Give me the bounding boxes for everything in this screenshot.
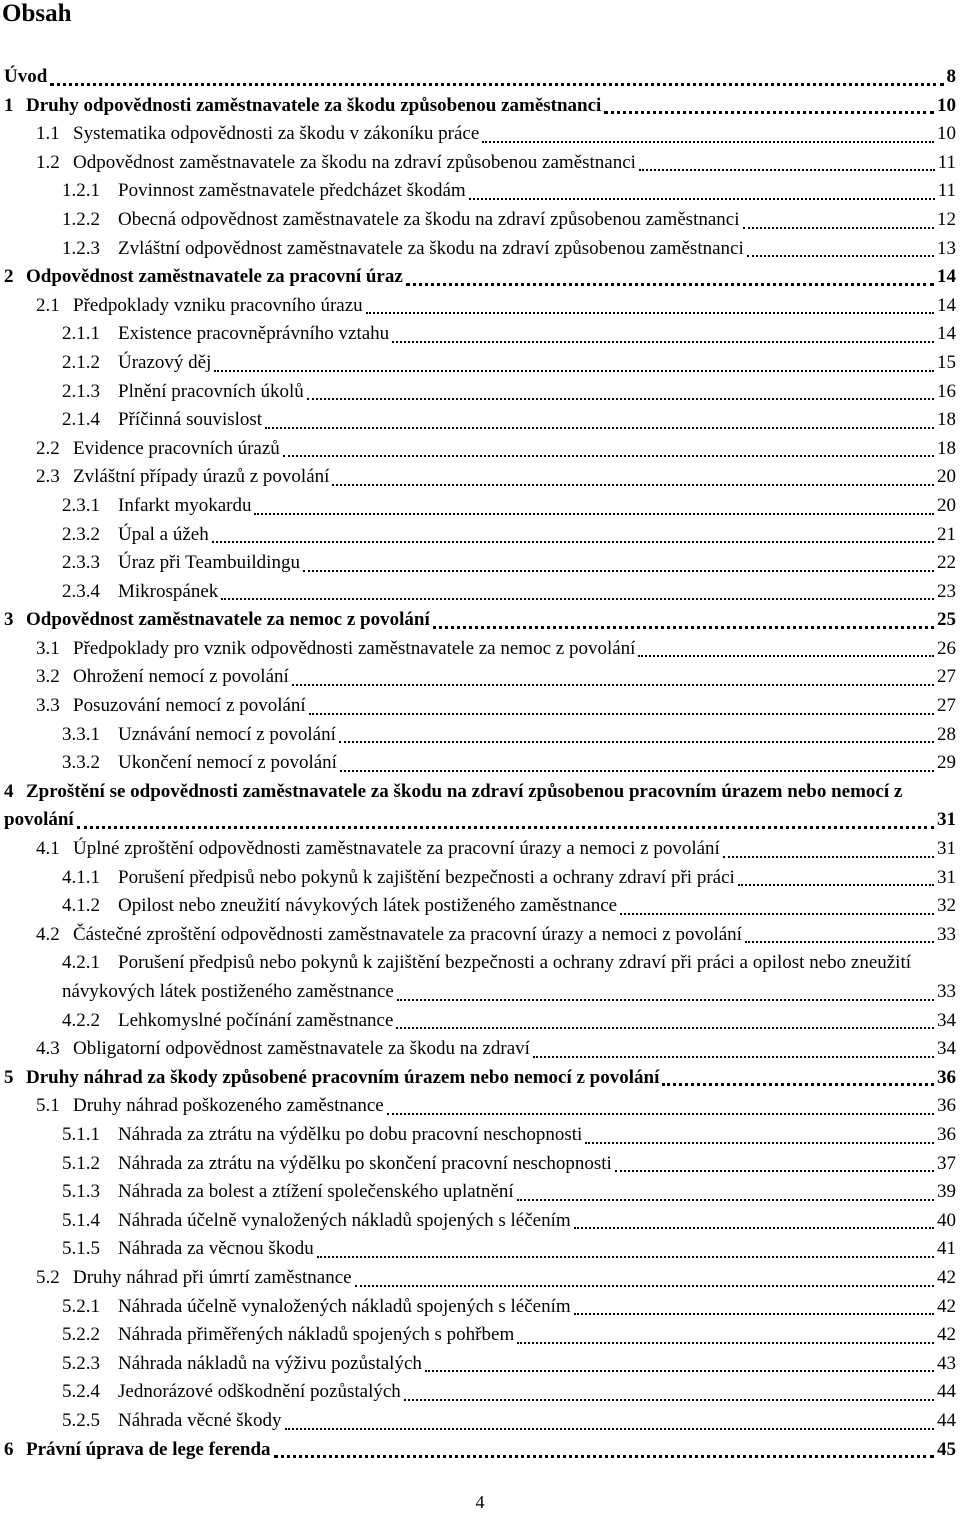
toc-entry[interactable]: [0, 835, 960, 864]
toc-dot-leader: [274, 1455, 934, 1458]
toc-entry-title: Zvláštní odpovědnost zaměstnavatele za škodu na zdraví způsobenou zaměstnanci: [118, 237, 744, 259]
toc-entry-number: 6: [4, 1438, 14, 1460]
toc-entry-number: 1.2.2: [62, 208, 100, 230]
toc-entry-title: Předpoklady vzniku pracovního úrazu: [73, 294, 363, 316]
toc-entry-title: Obligatorní odpovědnost zaměstnavatele za škodu na zdraví: [73, 1038, 530, 1060]
toc-entry-page: 29: [936, 749, 956, 778]
toc-entry-page: 20: [936, 492, 956, 521]
toc-entry-title: Existence pracovněprávního vztahu: [118, 323, 390, 345]
toc-entry-page: 36: [936, 1092, 956, 1121]
toc-dot-leader: [254, 513, 934, 515]
toc-entry[interactable]: [0, 778, 960, 835]
toc-entry-number: 2.1.3: [62, 380, 100, 402]
toc-entry-title: Náhrada přiměřených nákladů spojených s pohřbem: [118, 1324, 515, 1346]
toc-entry-page: 22: [936, 549, 956, 578]
toc-dot-leader: [406, 283, 934, 286]
toc-entry-page: 27: [936, 663, 956, 692]
toc-entry[interactable]: [0, 177, 960, 206]
toc-entry[interactable]: [0, 749, 960, 778]
toc-dot-leader: [469, 198, 935, 200]
toc-dot-leader: [332, 484, 934, 486]
toc-entry[interactable]: [0, 892, 960, 921]
toc-entry[interactable]: [0, 1321, 960, 1350]
toc-dot-leader: [317, 1256, 934, 1258]
toc-dot-leader: [285, 1428, 934, 1430]
toc-entry-page: 14: [936, 263, 956, 292]
toc-entry-page: 10: [936, 92, 956, 121]
toc-dot-leader: [425, 1370, 934, 1372]
toc-entry-number: 5.2.4: [62, 1381, 100, 1403]
toc-entry[interactable]: [0, 1293, 960, 1322]
toc-dot-leader: [662, 1083, 934, 1086]
toc-entry-number: 4: [4, 780, 14, 802]
toc-dot-leader: [743, 227, 935, 229]
toc-entry-title: Evidence pracovních úrazů: [73, 437, 280, 459]
toc-entry-number: 2.3.3: [62, 552, 100, 574]
toc-entry-number: 5.2.5: [62, 1409, 100, 1431]
toc-entry-title: Náhrada za věcnou škodu: [118, 1238, 314, 1260]
toc-dot-leader: [574, 1313, 934, 1315]
toc-dot-leader: [292, 684, 934, 686]
toc-entry-title: Obecná odpovědnost zaměstnavatele za škodu na zdraví způsobenou zaměstnanci: [118, 208, 740, 230]
toc-entry-number: 3.3.1: [62, 723, 100, 745]
toc-entry[interactable]: [0, 921, 960, 950]
toc-dot-leader: [309, 713, 934, 715]
toc-entry-number: 5.1.1: [62, 1123, 100, 1145]
toc-dot-leader: [397, 999, 934, 1001]
toc-entry-number: 5.2.3: [62, 1352, 100, 1374]
toc-entry-number: 3.3: [36, 695, 60, 717]
toc-entry-number: 4.3: [36, 1038, 60, 1060]
toc-entry-number: 4.2: [36, 923, 60, 945]
toc-entry[interactable]: [0, 1264, 960, 1293]
toc-entry-number: 5.1.2: [62, 1152, 100, 1174]
toc-entry-page: 20: [936, 463, 956, 492]
toc-dot-leader: [517, 1342, 934, 1344]
toc-entry[interactable]: [0, 606, 960, 635]
toc-entry[interactable]: [0, 549, 960, 578]
toc-entry-page: 33: [936, 978, 956, 1007]
toc-dot-leader: [283, 455, 934, 457]
toc-entry-number: 3.3.2: [62, 752, 100, 774]
toc-entry[interactable]: [0, 349, 960, 378]
toc-entry-title: Právní úprava de lege ferenda: [26, 1438, 271, 1460]
toc-entry-number: 5: [4, 1066, 14, 1088]
toc-dot-leader: [585, 1142, 934, 1144]
toc-entry[interactable]: [0, 149, 960, 178]
toc-entry[interactable]: [0, 521, 960, 550]
toc-entry-number: 5.1.4: [62, 1209, 100, 1231]
toc-entry[interactable]: [0, 949, 960, 1006]
toc-entry-page: 21: [936, 521, 956, 550]
toc-entry-page: 14: [936, 292, 956, 321]
toc-entry-title: Úrazový děj: [118, 351, 212, 373]
toc-entry-number: 3.1: [36, 637, 60, 659]
toc-entry-title: Druhy náhrad při úmrtí zaměstnance: [73, 1266, 352, 1288]
toc-entry-number: 5.2.1: [62, 1295, 100, 1317]
toc-dot-leader: [747, 255, 934, 257]
toc-entry-page: 40: [936, 1207, 956, 1236]
toc-entry-title: Uznávání nemocí z povolání: [118, 723, 336, 745]
toc-entry-title: Náhrada účelně vynaložených nákladů spojených s léčením: [118, 1209, 571, 1231]
toc-entry-number: 4.2.1: [62, 952, 100, 974]
toc-entry[interactable]: [0, 1178, 960, 1207]
toc-entry-page: 33: [936, 921, 956, 950]
toc-entry-title: Odpovědnost zaměstnavatele za pracovní úraz: [26, 266, 403, 288]
toc-entry[interactable]: [0, 92, 960, 121]
toc-entry-page: 31: [936, 835, 956, 864]
toc-entry-page: 11: [937, 177, 956, 206]
toc-entry-title: Posuzování nemocí z povolání: [73, 695, 306, 717]
toc-entry-title: Zvláštní případy úrazů z povolání: [73, 466, 330, 488]
toc-entry-title: Náhrada za ztrátu na výdělku po dobu pracovní neschopnosti: [118, 1123, 583, 1145]
table-of-contents: [0, 63, 960, 1464]
toc-dot-leader: [517, 1199, 934, 1201]
toc-entry-number: 2.3.4: [62, 580, 100, 602]
toc-entry-number: 4.1.2: [62, 895, 100, 917]
toc-entry-number: 1: [4, 94, 14, 116]
toc-entry[interactable]: [0, 1436, 960, 1465]
toc-entry[interactable]: [0, 1121, 960, 1150]
toc-entry[interactable]: [0, 63, 960, 92]
toc-dot-leader: [404, 1399, 934, 1401]
toc-dot-leader: [392, 341, 934, 343]
toc-entry-title: Lehkomyslné počínání zaměstnance: [118, 1009, 394, 1031]
toc-entry[interactable]: [0, 292, 960, 321]
toc-entry[interactable]: [0, 721, 960, 750]
toc-entry-title: Druhy náhrad za škody způsobené pracovním úrazem nebo nemocí z povolání: [26, 1066, 660, 1088]
toc-entry[interactable]: [0, 864, 960, 893]
toc-entry-title: Úraz při Teambuildingu: [118, 552, 300, 574]
toc-entry[interactable]: [0, 1407, 960, 1436]
toc-entry[interactable]: [0, 378, 960, 407]
toc-dot-leader: [366, 312, 934, 314]
toc-entry-title: Systematika odpovědnosti za škodu v zákoníku práce: [73, 123, 480, 145]
toc-dot-leader: [77, 826, 934, 829]
toc-entry-number: 3.2: [36, 666, 60, 688]
toc-entry-title: Odpovědnost zaměstnavatele za škodu na zdraví způsobenou zaměstnanci: [73, 151, 636, 173]
toc-entry[interactable]: [0, 1035, 960, 1064]
toc-entry-number: 5.2.2: [62, 1324, 100, 1346]
toc-dot-leader: [433, 626, 934, 629]
toc-entry-page: 37: [936, 1150, 956, 1179]
toc-entry-number: 5.1.3: [62, 1181, 100, 1203]
toc-entry-title: Částečné zproštění odpovědnosti zaměstnavatele za pracovní úrazy a nemoci z povolání: [73, 923, 742, 945]
toc-entry[interactable]: [0, 635, 960, 664]
toc-entry-title: Předpoklady pro vznik odpovědnosti zaměstnavatele za nemoc z povolání: [73, 637, 636, 659]
toc-entry[interactable]: [0, 406, 960, 435]
toc-entry-page: 27: [936, 692, 956, 721]
toc-entry-number: 5.2: [36, 1266, 60, 1288]
toc-entry-page: 25: [936, 606, 956, 635]
toc-entry-page: 42: [936, 1293, 956, 1322]
toc-entry[interactable]: [0, 463, 960, 492]
toc-dot-leader: [221, 598, 934, 600]
toc-entry-title: Ohrožení nemocí z povolání: [73, 666, 289, 688]
toc-entry-number: 2.2: [36, 437, 60, 459]
toc-entry-number: 5.1.5: [62, 1238, 100, 1260]
toc-entry[interactable]: [0, 1235, 960, 1264]
toc-entry-page: 43: [936, 1350, 956, 1379]
toc-entry-page: 36: [936, 1121, 956, 1150]
toc-entry-page: 28: [936, 721, 956, 750]
toc-entry-title: Druhy odpovědnosti zaměstnavatele za škodu způsobenou zaměstnanci: [26, 94, 602, 116]
toc-entry[interactable]: [0, 435, 960, 464]
toc-dot-leader: [615, 1170, 934, 1172]
toc-dot-leader: [214, 370, 934, 372]
toc-entry-number: 2: [4, 266, 14, 288]
toc-entry-number: 2.3.2: [62, 523, 100, 545]
toc-entry[interactable]: [0, 1350, 960, 1379]
toc-entry-page: 44: [936, 1407, 956, 1436]
toc-entry-number: 5.1: [36, 1095, 60, 1117]
toc-dot-leader: [303, 570, 934, 572]
toc-dot-leader: [340, 770, 934, 772]
toc-entry-title: Úvod: [4, 66, 48, 87]
toc-entry-title: Úplné zproštění odpovědnosti zaměstnavatele za pracovní úrazy a nemoci z povolání: [73, 838, 720, 860]
toc-entry-title: Povinnost zaměstnavatele předcházet škodám: [118, 180, 466, 202]
toc-entry-page: 41: [936, 1235, 956, 1264]
toc-entry-number: 2.1.1: [62, 323, 100, 345]
toc-entry[interactable]: [0, 492, 960, 521]
toc-entry-title: Jednorázové odškodnění pozůstalých: [118, 1381, 401, 1403]
toc-entry-page: 44: [936, 1378, 956, 1407]
toc-dot-leader: [574, 1227, 934, 1229]
toc-entry-number: 4.2.2: [62, 1009, 100, 1031]
toc-entry-page: 15: [936, 349, 956, 378]
toc-dot-leader: [482, 141, 934, 143]
toc-entry-number: 2.1: [36, 294, 60, 316]
toc-entry-title: Odpovědnost zaměstnavatele za nemoc z povolání: [26, 609, 430, 631]
toc-entry-title: Porušení předpisů nebo pokynů k zajištění bezpečnosti a ochrany zdraví při práci: [118, 866, 735, 888]
toc-entry-page: 23: [936, 578, 956, 607]
toc-entry-page: 32: [936, 892, 956, 921]
toc-dot-leader: [212, 541, 934, 543]
toc-dot-leader: [638, 655, 934, 657]
toc-dot-leader: [723, 856, 934, 858]
toc-entry-title: Druhy náhrad poškozeného zaměstnance: [73, 1095, 384, 1117]
toc-entry-page: 13: [936, 235, 956, 264]
toc-entry-page: 26: [936, 635, 956, 664]
toc-entry-number: 4.1.1: [62, 866, 100, 888]
toc-entry[interactable]: [0, 1007, 960, 1036]
toc-entry-title: Porušení předpisů nebo pokynů k zajištění bezpečnosti a ochrany zdraví při práci a opilost nebo zneužití návykových látek postiženého zaměstnance: [62, 952, 912, 1002]
toc-entry-title: Infarkt myokardu: [118, 494, 252, 516]
toc-dot-leader: [533, 1056, 934, 1058]
toc-entry[interactable]: [0, 1378, 960, 1407]
toc-entry-page: 18: [936, 406, 956, 435]
toc-entry-page: 42: [936, 1264, 956, 1293]
toc-entry[interactable]: [0, 1092, 960, 1121]
toc-entry-number: 1.1: [36, 123, 60, 145]
toc-entry-title: Náhrada za ztrátu na výdělku po skončení pracovní neschopnosti: [118, 1152, 612, 1174]
toc-dot-leader: [387, 1113, 934, 1115]
toc-entry-number: 1.2: [36, 151, 60, 173]
toc-entry[interactable]: [0, 263, 960, 292]
toc-entry-number: 2.3.1: [62, 494, 100, 516]
toc-entry-page: 42: [936, 1321, 956, 1350]
toc-dot-leader: [604, 111, 934, 114]
toc-entry-page: 45: [936, 1436, 956, 1465]
toc-dot-leader: [639, 169, 935, 171]
toc-dot-leader: [307, 398, 934, 400]
toc-entry-page: 36: [936, 1064, 956, 1093]
toc-entry-page: 39: [936, 1178, 956, 1207]
toc-entry-title: Náhrada věcné škody: [118, 1409, 282, 1431]
toc-entry[interactable]: [0, 578, 960, 607]
page-title: Obsah: [2, 0, 72, 27]
toc-entry-number: 2.1.2: [62, 351, 100, 373]
toc-entry-page: 18: [936, 435, 956, 464]
toc-entry[interactable]: [0, 1207, 960, 1236]
toc-entry-number: 2.1.4: [62, 409, 100, 431]
toc-dot-leader: [265, 427, 934, 429]
toc-entry-page: 16: [936, 378, 956, 407]
toc-entry-title: Náhrada účelně vynaložených nákladů spojených s léčením: [118, 1295, 571, 1317]
toc-entry-title: Zproštění se odpovědnosti zaměstnavatele za škodu na zdraví způsobenou pracovním úrazem nebo nemocí z povolání: [4, 780, 903, 831]
toc-dot-leader: [355, 1285, 934, 1287]
toc-entry[interactable]: [0, 663, 960, 692]
toc-entry[interactable]: [0, 235, 960, 264]
toc-entry-number: 4.1: [36, 838, 60, 860]
toc-entry-title: Mikrospánek: [118, 580, 219, 602]
toc-entry-page: 11: [937, 149, 956, 178]
toc-entry-title: Náhrada nákladů na výživu pozůstalých: [118, 1352, 422, 1374]
toc-entry-page: 34: [936, 1007, 956, 1036]
toc-entry-page: 34: [936, 1035, 956, 1064]
toc-dot-leader: [738, 884, 934, 886]
toc-entry-number: 2.3: [36, 466, 60, 488]
toc-entry-title: Příčinná souvislost: [118, 409, 263, 431]
toc-dot-leader: [745, 941, 934, 943]
toc-entry-title: Úpal a úžeh: [118, 523, 209, 545]
toc-entry-title: Plnění pracovních úkolů: [118, 380, 304, 402]
toc-entry-page: 8: [946, 63, 957, 92]
toc-entry-title: Opilost nebo zneužití návykových látek postiženého zaměstnance: [118, 895, 618, 917]
toc-entry[interactable]: [0, 320, 960, 349]
toc-dot-leader: [50, 83, 943, 86]
toc-entry[interactable]: [0, 120, 960, 149]
page-number: 4: [475, 1492, 485, 1512]
toc-entry-page: 31: [936, 864, 956, 893]
toc-entry[interactable]: [0, 206, 960, 235]
toc-dot-leader: [396, 1027, 934, 1029]
toc-entry-page: 12: [936, 206, 956, 235]
toc-entry[interactable]: [0, 692, 960, 721]
toc-entry-page: 10: [936, 120, 956, 149]
toc-entry-page: 31: [936, 806, 956, 835]
toc-entry-page: 14: [936, 320, 956, 349]
toc-entry-number: 1.2.3: [62, 237, 100, 259]
toc-entry-number: 1.2.1: [62, 180, 100, 202]
toc-entry-title: Náhrada za bolest a ztížení společenského uplatnění: [118, 1181, 514, 1203]
toc-dot-leader: [339, 741, 934, 743]
toc-entry[interactable]: [0, 1064, 960, 1093]
toc-dot-leader: [620, 913, 934, 915]
toc-entry-number: 3: [4, 609, 14, 631]
toc-entry[interactable]: [0, 1150, 960, 1179]
toc-entry-title: Ukončení nemocí z povolání: [118, 752, 337, 774]
